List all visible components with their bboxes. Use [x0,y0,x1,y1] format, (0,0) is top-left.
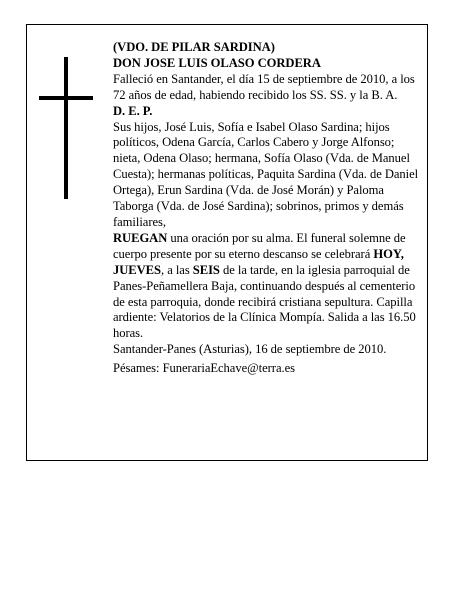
death-info: Falleció en Santander, el día 15 de septiembre de 2010, a los 72 años de edad, habiendo recibido los SS. SS. y la B. A. [113,71,415,102]
funeral-day: HOY, JUEVES [113,246,404,277]
funeral-time: SEIS [192,262,220,277]
condolences-line: Pésames: FunerariaEchave@terra.es [113,361,295,376]
cross-icon [39,57,93,199]
ruegan-rest: una oración por su alma. El funeral solemne de cuerpo presente por su eterno descanso se celebrará [113,230,406,261]
deceased-name: DON JOSE LUIS OLASO CORDERA [113,55,321,70]
family-paragraph: Sus hijos, José Luis, Sofía e Isabel Olaso Sardina; hijos políticos, Odena García, Carlos Cabero y Jorge Alfonso; nieta, Odena Olaso; hermana, Sofía Olaso (Vda. de Manuel Cuesta); hermanas políticas, Paquita Sardina (Vda. de Daniel Ortega), Erun Sardina (Vda. de José Morán) y Paloma Taborga (Vda. de José Sardina); sobrinos, primos y demás familiares, [113,119,419,229]
funeral-paragraph [113,231,423,342]
dep-line: D. E. P. [113,103,153,118]
ruegan-word: RUEGAN [113,230,168,245]
funeral-rest: de la tarde, en la iglesia parroquial de Panes-Peñamellera Baja, continuando después al cementerio de esta parroquia, donde recibirá cristiana sepultura. Capilla ardiente: Velatorios de la Clínica Mompía. Salida a las 16.50 horas. [113,262,416,341]
cross-vertical-bar [64,57,68,199]
widower-line: (VDO. DE PILAR SARDINA) [113,40,275,54]
cross-horizontal-bar [39,96,93,100]
place-date: Santander-Panes (Asturias), 16 de septiembre de 2010. [113,342,387,357]
funeral-time-pre: , a las [161,262,193,277]
notice-text [113,40,423,377]
obituary-notice [26,24,428,461]
